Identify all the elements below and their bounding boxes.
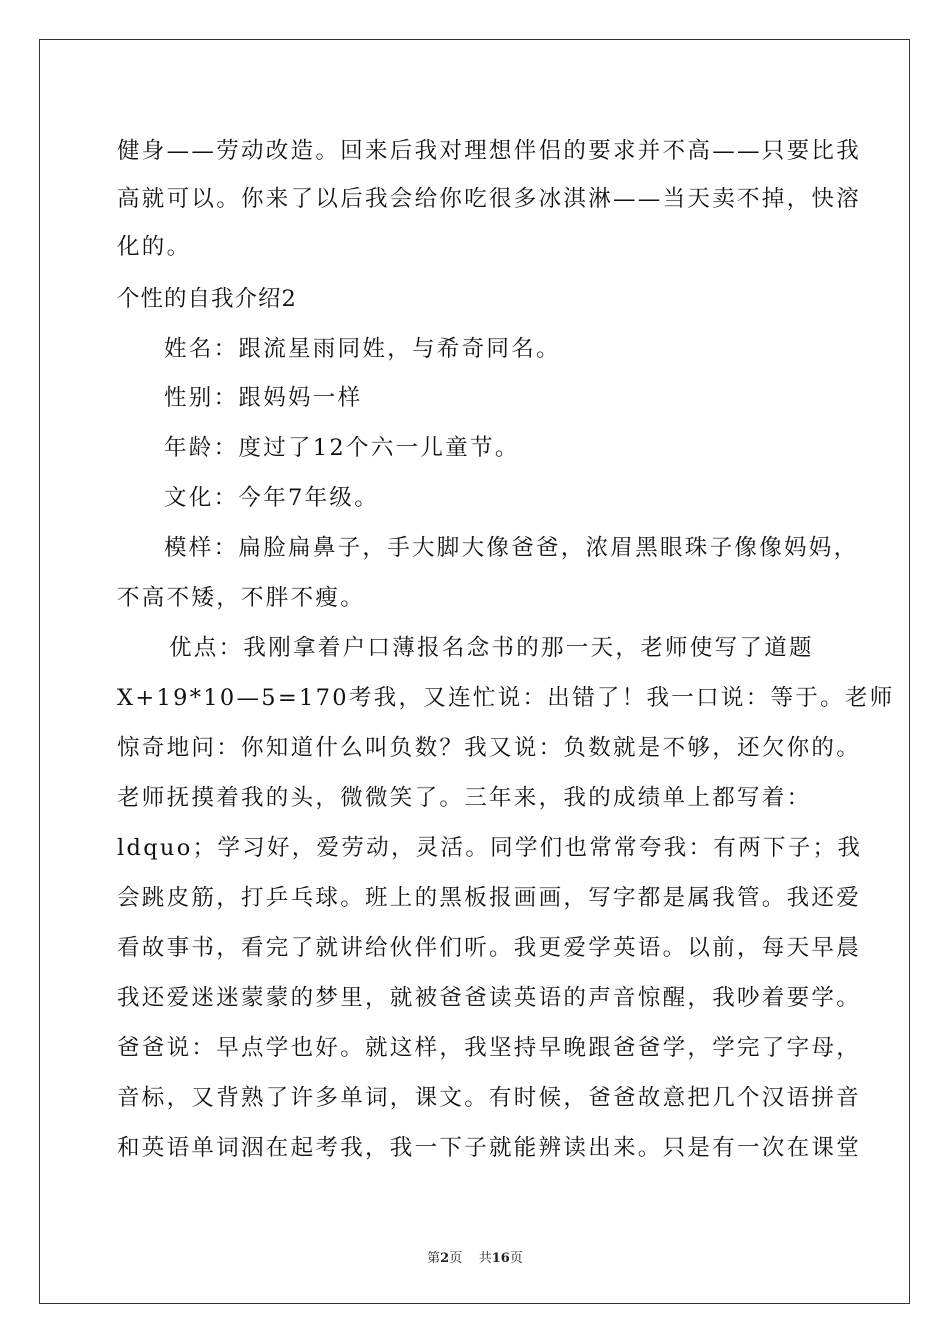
body-text-line: 惊奇地问：你知道什么叫负数？我又说：负数就是不够，还欠你的。 [117, 735, 862, 761]
body-text-line: 看故事书，看完了就讲给伙伴们听。我更爱学英语。以前，每天早晨 [117, 935, 862, 961]
field-continuation: 不高不矮，不胖不瘦。 [117, 585, 366, 611]
page-footer [0, 1247, 950, 1266]
body-text-line: ldquo；学习好，爱劳动，灵活。同学们也常常夸我：有两下子；我 [117, 835, 863, 861]
body-text-line: 健身——劳动改造。回来后我对理想伴侣的要求并不高——只要比我 [117, 138, 862, 164]
total-suffix: 页 [509, 1251, 523, 1266]
body-text-line: X+19*10—5=170考我，又连忙说：出错了！我一口说：等于。老师 [117, 685, 895, 711]
page-number: 2 [440, 1251, 450, 1266]
total-prefix: 共 [478, 1251, 492, 1266]
field-line: 文化：今年7年级。 [164, 485, 380, 511]
field-line: 性别：跟妈妈一样 [164, 385, 363, 411]
field-line: 年龄：度过了12个六一儿童节。 [164, 435, 520, 461]
body-text-line: 化的。 [117, 234, 192, 260]
section-heading: 个性的自我介绍2 [117, 286, 297, 312]
page-border [39, 39, 910, 1304]
field-line: 模样：扁脸扁鼻子，手大脚大像爸爸，浓眉黑眼珠子像像妈妈， [164, 535, 859, 561]
body-text-line: 高就可以。你来了以后我会给你吃很多冰淇淋——当天卖不掉，快溶 [117, 186, 862, 212]
body-text-line: 优点：我刚拿着户口薄报名念书的那一天，老师使写了道题 [169, 635, 814, 661]
field-line: 姓名：跟流星雨同姓，与希奇同名。 [164, 336, 561, 362]
total-pages: 16 [491, 1251, 510, 1266]
page-suffix: 页 [449, 1251, 463, 1266]
body-text-line: 会跳皮筋，打乒乓球。班上的黑板报画画，写字都是属我管。我还爱 [117, 885, 862, 911]
body-text-line: 和英语单词洇在起考我，我一下子就能辨读出来。只是有一次在课堂 [117, 1135, 862, 1161]
body-text-line: 我还爱迷迷蒙蒙的梦里，就被爸爸读英语的声音惊醒，我吵着要学。 [117, 985, 862, 1011]
page-prefix: 第 [427, 1251, 441, 1266]
body-text-line: 老师抚摸着我的头，微微笑了。三年来，我的成绩单上都写着： [117, 785, 812, 811]
body-text-line: 爸爸说：早点学也好。就这样，我坚持早晚跟爸爸学，学完了字母， [117, 1035, 862, 1061]
body-text-line: 音标，又背熟了许多单词，课文。有时候，爸爸故意把几个汉语拼音 [117, 1085, 862, 1111]
